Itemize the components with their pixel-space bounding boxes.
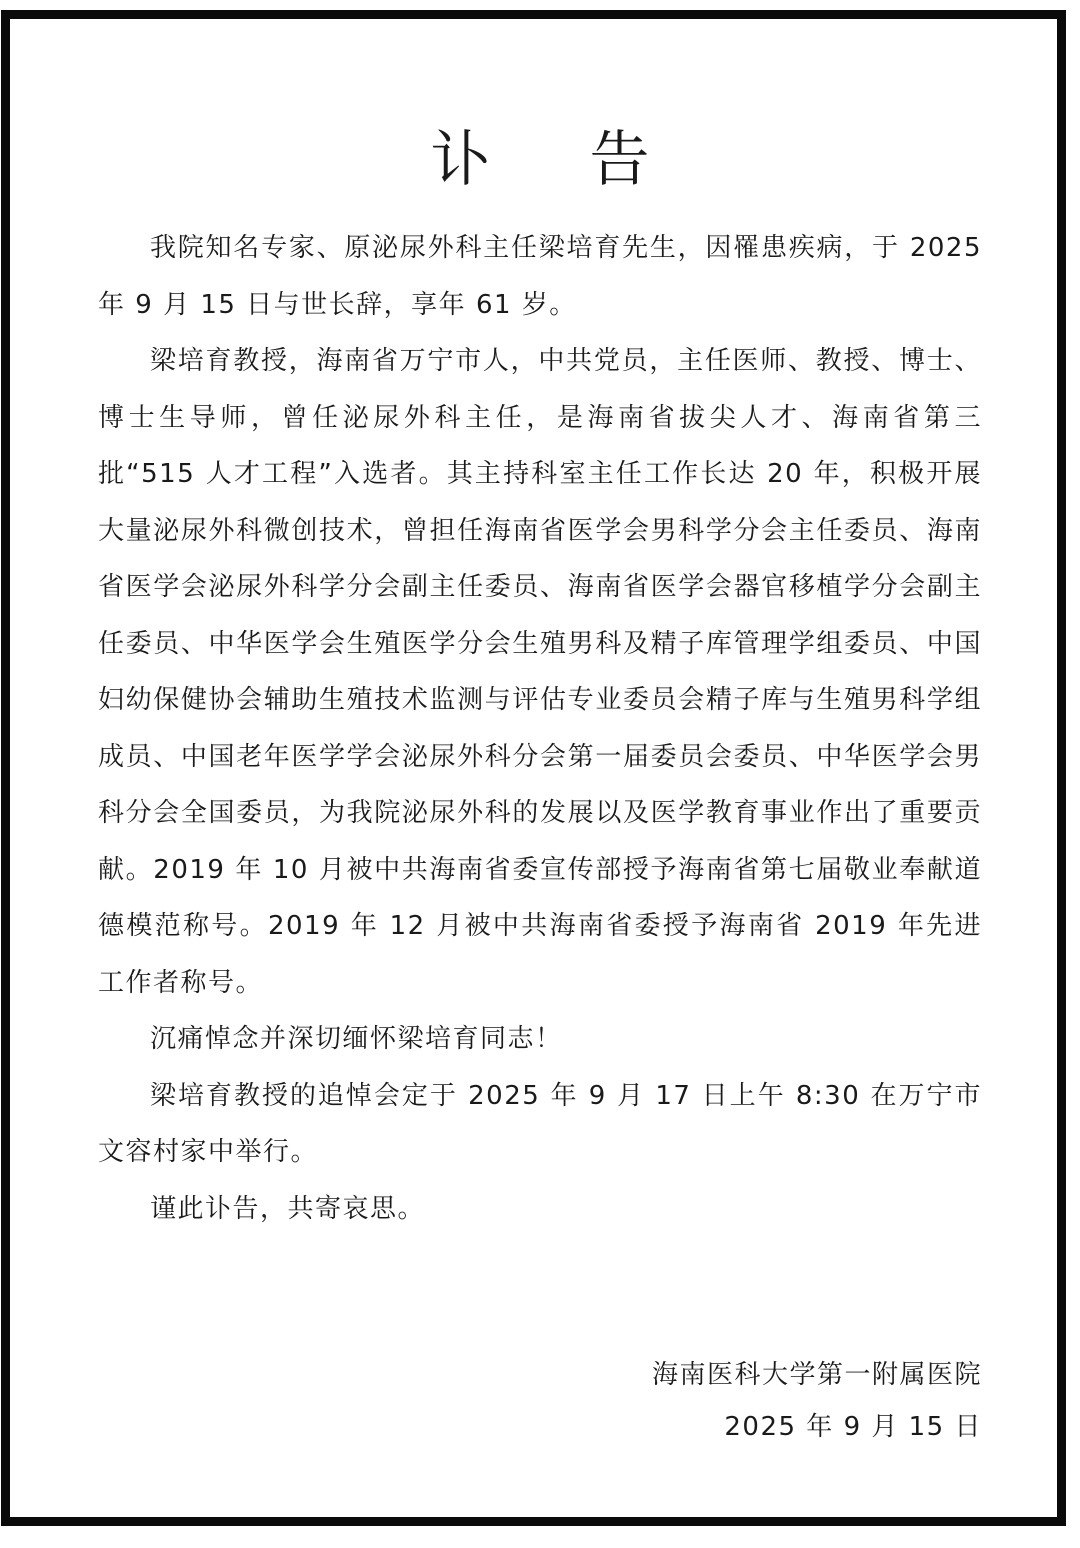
signature-date: 2025 年 9 月 15 日 (724, 1412, 982, 1442)
notice-title: 讣 告 (430, 125, 690, 195)
obituary-notice (98, 120, 982, 1453)
paragraph-memorial-service: 梁培育教授的追悼会定于 2025 年 9 月 17 日上午 8:30 在万宁市文容村家中举行。 (98, 1080, 982, 1167)
paragraph-biography: 梁培育教授，海南省万宁市人，中共党员，主任医师、教授、博士、博士生导师，曾任泌尿外科主任，是海南省拔尖人才、海南省第三批“515 人才工程”入选者。其主持科室主任工作长达 20 年，积极开展大量泌尿外科微创技术，曾担任海南省医学会男科学分会主任委员、海南省医学会泌尿外科学分会副主任委员、海南省医学会器官移植学分会副主任委员、中华医学会生殖医学分会生殖男科及精子库管理学组委员、中国妇幼保健协会辅助生殖技术监测与评估专业委员会精子库与生殖男科学组成员、中国老年医学学会泌尿外科分会第一届委员会委员、中华医学会男科分会全国委员，为我院泌尿外科的发展以及医学教育事业作出了重要贡献。2019 年 10 月被中共海南省委宣传部授予海南省第七届敬业奉献道德模范称号。2019 年 12 月被中共海南省委授予海南省 2019 年先进工作者称号。 (98, 346, 982, 998)
paragraph-announcement: 我院知名专家、原泌尿外科主任梁培育先生，因罹患疾病，于 2025 年 9 月 15 日与世长辞，享年 61 岁。 (98, 233, 982, 320)
paragraph-closing: 谨此讣告，共寄哀思。 (150, 1193, 426, 1224)
signature-block (98, 1349, 982, 1453)
signature-organization: 海南医科大学第一附属医院 (651, 1360, 982, 1390)
paragraph-mourning: 沉痛悼念并深切缅怀梁培育同志！ (150, 1024, 563, 1054)
